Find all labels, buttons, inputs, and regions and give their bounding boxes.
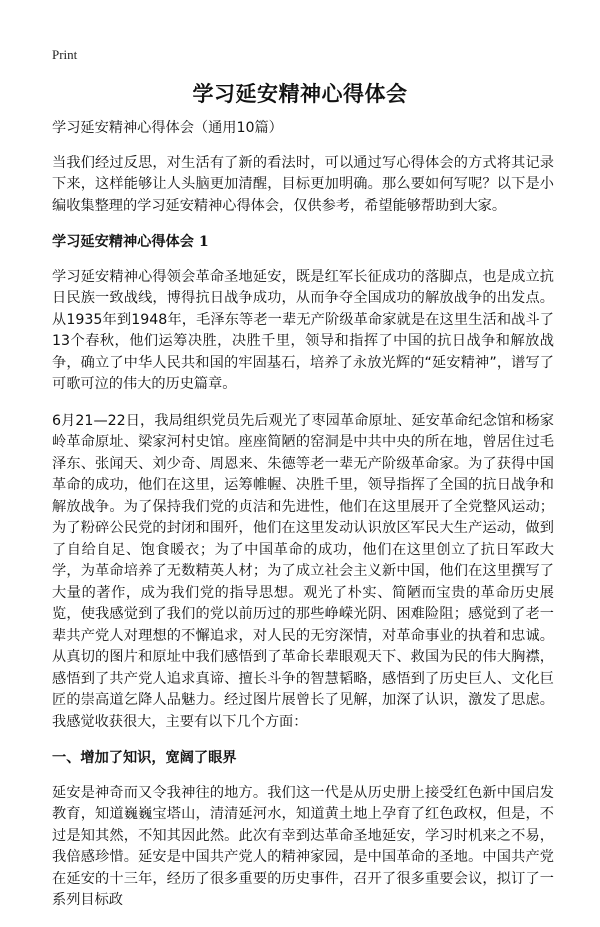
section2-paragraph-1: 延安是神奇而又令我神往的地方。我们这一代是从历史册上接受红色新中国启发教育，知道巍巍宝塔山，清清延河水，知道黄土地上孕育了红色政权，但是，不过是知其然，不知其因此然。此次有幸到达革命圣地延安，学习时机来之不易，我倍感珍惜。延安是中国共产党人的精神家园，是中国革命的圣地。中国共产党在延安的十三年，经历了很多重要的历史事件，召开了很多重要会议，拟订了一系列目标政	[52, 784, 554, 908]
section-heading-2: 一、增加了知识，宽阔了眼界	[52, 750, 237, 766]
intro-paragraph: 当我们经过反思，对生活有了新的看法时，可以通过写心得体会的方式将其记录下来，这样能够让人头脑更加清醒，目标更加明确。那么要如何写呢？以下是小编收集整理的学习延安精神心得体会，仅供参考，希望能够帮助到大家。	[52, 154, 554, 214]
page-title: 学习延安精神心得体会	[192, 82, 408, 106]
print-link[interactable]: Print	[52, 47, 78, 62]
section1-paragraph-1: 学习延安精神心得领会革命圣地延安，既是红军长征成功的落脚点，也是成立抗日民族一致战线，博得抗日战争成功，从而争夺全国成功的解放战争的出发点。从1935年到1948年，毛泽东等老一辈无产阶级革命家就是在这里生活和战斗了13个春秋，他们运筹决胜，决胜千里，领导和指挥了中国的抗日战争和解放战争，确立了中华人民共和国的牢固基石，培养了永放光辉的“延安精神”，谱写了可歌可泣的伟大的历史篇章。	[52, 268, 554, 392]
section1-paragraph-2: 6月21—22日，我局组织党员先后观光了枣园革命原址、延安革命纪念馆和杨家岭革命原址、梁家河村史馆。座座简陋的窑洞是中共中央的所在地，曾居住过毛泽东、张闻天、刘少奇、周恩来、朱德等老一辈无产阶级革命家。为了获得中国革命的成功，他们在这里，运筹帷幄、决胜千里，领导指挥了全国的抗日战争和解放战争。为了保持我们党的贞洁和先进性，他们在这里展开了全党整风运动；为了粉碎公民党的封闭和围歼，他们在这里发动认识放区军民大生产运动，做到了自给自足、饱食暖衣；为了中国革命的成功，他们在这里创立了抗日军政大学，为革命培养了无数精英人材；为了成立社会主义新中国，他们在这里撰写了大量的著作，成为我们党的指导思想。观光了朴实、简陋而宝贵的革命历史展览，使我感觉到了我们的党以前历过的那些峥嵘光阴、困难险阻；感觉到了老一辈共产党人对理想的不懈追求，对人民的无穷深情，对革命事业的执着和忠诚。从真切的图片和原址中我们感悟到了革命长辈眼观天下、救国为民的伟大胸襟，感悟到了共产党人追求真谛、擅长斗争的智慧韬略，感悟到了历史巨人、文化巨匠的崇高道乞降人品魅力。经过图片展曾长了见解，加深了认识，激发了思虑。我感觉收获很大，主要有以下几个方面：	[52, 412, 554, 730]
section-heading-1: 学习延安精神心得体会 1	[52, 234, 209, 250]
article-subtitle: 学习延安精神心得体会（通用10篇）	[52, 120, 283, 136]
article-body	[52, 118, 554, 927]
